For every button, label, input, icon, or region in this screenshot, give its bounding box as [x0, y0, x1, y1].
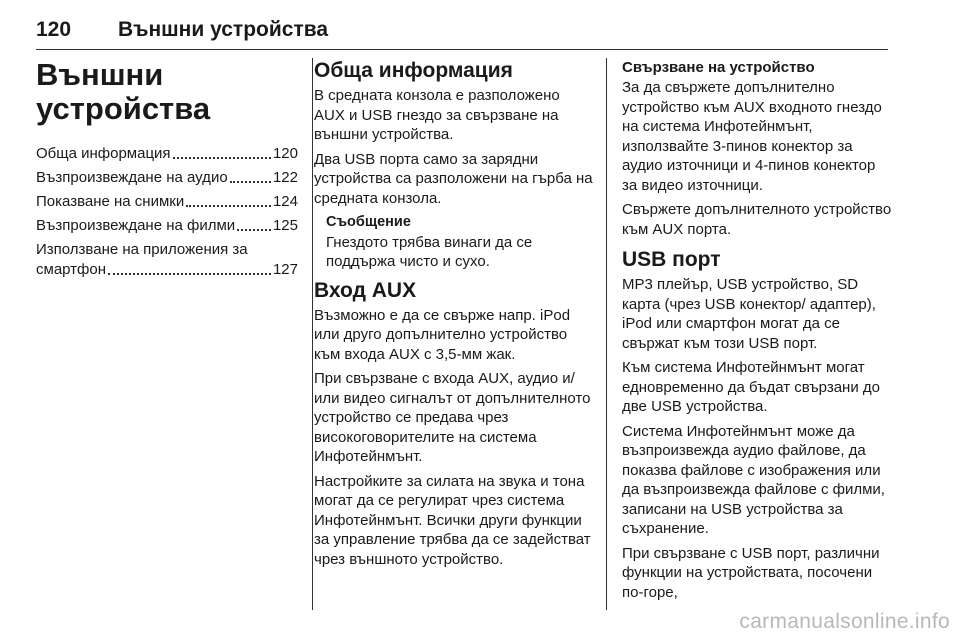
paragraph: Настройките за силата на звука и тона могат да се регулират чрез система Инфотейнмънт. Всички други функции за управление трябва да се задействат чрез външното устройство. [314, 472, 591, 568]
toc-dots [186, 192, 271, 207]
toc-entry[interactable] [36, 192, 298, 212]
chapter-title [36, 58, 298, 126]
toc-entry-page: 120 [272, 145, 298, 162]
subheading-connect-device: Свързване на устройство [622, 59, 815, 76]
column-2 [314, 58, 594, 574]
header-rule [36, 49, 888, 50]
toc-entry-page: 125 [272, 217, 298, 234]
toc-dots [230, 168, 271, 183]
section-heading-general: Обща информация [314, 59, 513, 82]
paragraph: Към система Инфотейнмънт могат едновременно да бъдат свързани до две USB устройства. [622, 359, 880, 415]
toc-entry-page: 127 [272, 261, 298, 278]
note-text: Гнездото трябва винаги да се поддържа чисто и сухо. [326, 233, 533, 270]
section-heading-aux: Вход AUX [314, 278, 417, 302]
paragraph: При свързване с USB порт, различни функции на устройствата, посочени по-горе, [622, 544, 880, 601]
toc-entry-text: Възпроизвеждане на аудио [36, 169, 228, 186]
paragraph: В средната конзола е разположено AUX и USB гнездо за свързване на външни устройства. [314, 87, 560, 143]
page-number: 120 [36, 18, 72, 41]
toc-entry[interactable] [36, 144, 298, 164]
toc-entry-text-line-1: Използване на приложения за [36, 241, 248, 258]
toc-entry-text: Показване на снимки [36, 193, 185, 210]
column-1 [36, 58, 298, 284]
paragraph: Система Инфотейнмънт може да възпроизвежда аудио файлове, да показва файлове с изображения или да възпроизвежда файлове с филми, записани на USB устройства за съхранение. [622, 422, 885, 537]
table-of-contents [36, 144, 298, 280]
paragraph: При свързване с входа AUX, аудио и/или видео сигналът от допълнителното устройство се предава чрез високоговорителите на система Инфотейнмънт. [314, 370, 591, 465]
page-header [36, 14, 888, 48]
toc-entry-text-line-2: смартфон [36, 261, 107, 278]
paragraph: MP3 плейър, USB устройство, SD карта (чрез USB конектор/ адаптер), iPod или смартфон могат да се свържат към този USB порт. [622, 276, 876, 352]
paragraph: Възможно е да се свърже напр. iPod или друго допълнително устройство към входа AUX с 3,5-мм жак. [314, 306, 571, 363]
section-heading-usb: USB порт [622, 248, 721, 271]
column-divider-2 [606, 58, 607, 610]
note-heading: Съобщение [326, 214, 411, 230]
watermark: carmanualsonline.info [739, 610, 950, 633]
paragraph: Два USB порта само за зарядни устройства са разположени на гърба на средната конзола. [314, 150, 593, 207]
note-box [326, 213, 594, 272]
toc-entry[interactable] [36, 168, 298, 188]
paragraph: За да свържете допълнително устройство към AUX входното гнездо на система Инфотейнмънт, използвайте 3-пинов конектор за аудио източници и 4-пинов конектор за видео източници. [622, 79, 882, 194]
toc-entry-page: 124 [272, 193, 298, 210]
chapter-title-line-2: устройства [36, 91, 211, 126]
column-3 [622, 58, 892, 607]
toc-dots [173, 144, 271, 159]
toc-entry[interactable] [36, 216, 298, 236]
toc-entry-text: Възпроизвеждане на филми [36, 217, 236, 234]
toc-entry[interactable] [36, 240, 298, 280]
toc-dots [237, 216, 271, 231]
column-divider-1 [312, 58, 313, 610]
toc-entry-page: 122 [272, 169, 298, 186]
paragraph: Свържете допълнителното устройство към AUX порта. [622, 201, 892, 238]
toc-entry-text: Обща информация [36, 145, 171, 162]
running-title: Външни устройства [118, 18, 329, 41]
toc-dots [108, 260, 271, 275]
chapter-title-line-1: Външни [36, 57, 164, 92]
